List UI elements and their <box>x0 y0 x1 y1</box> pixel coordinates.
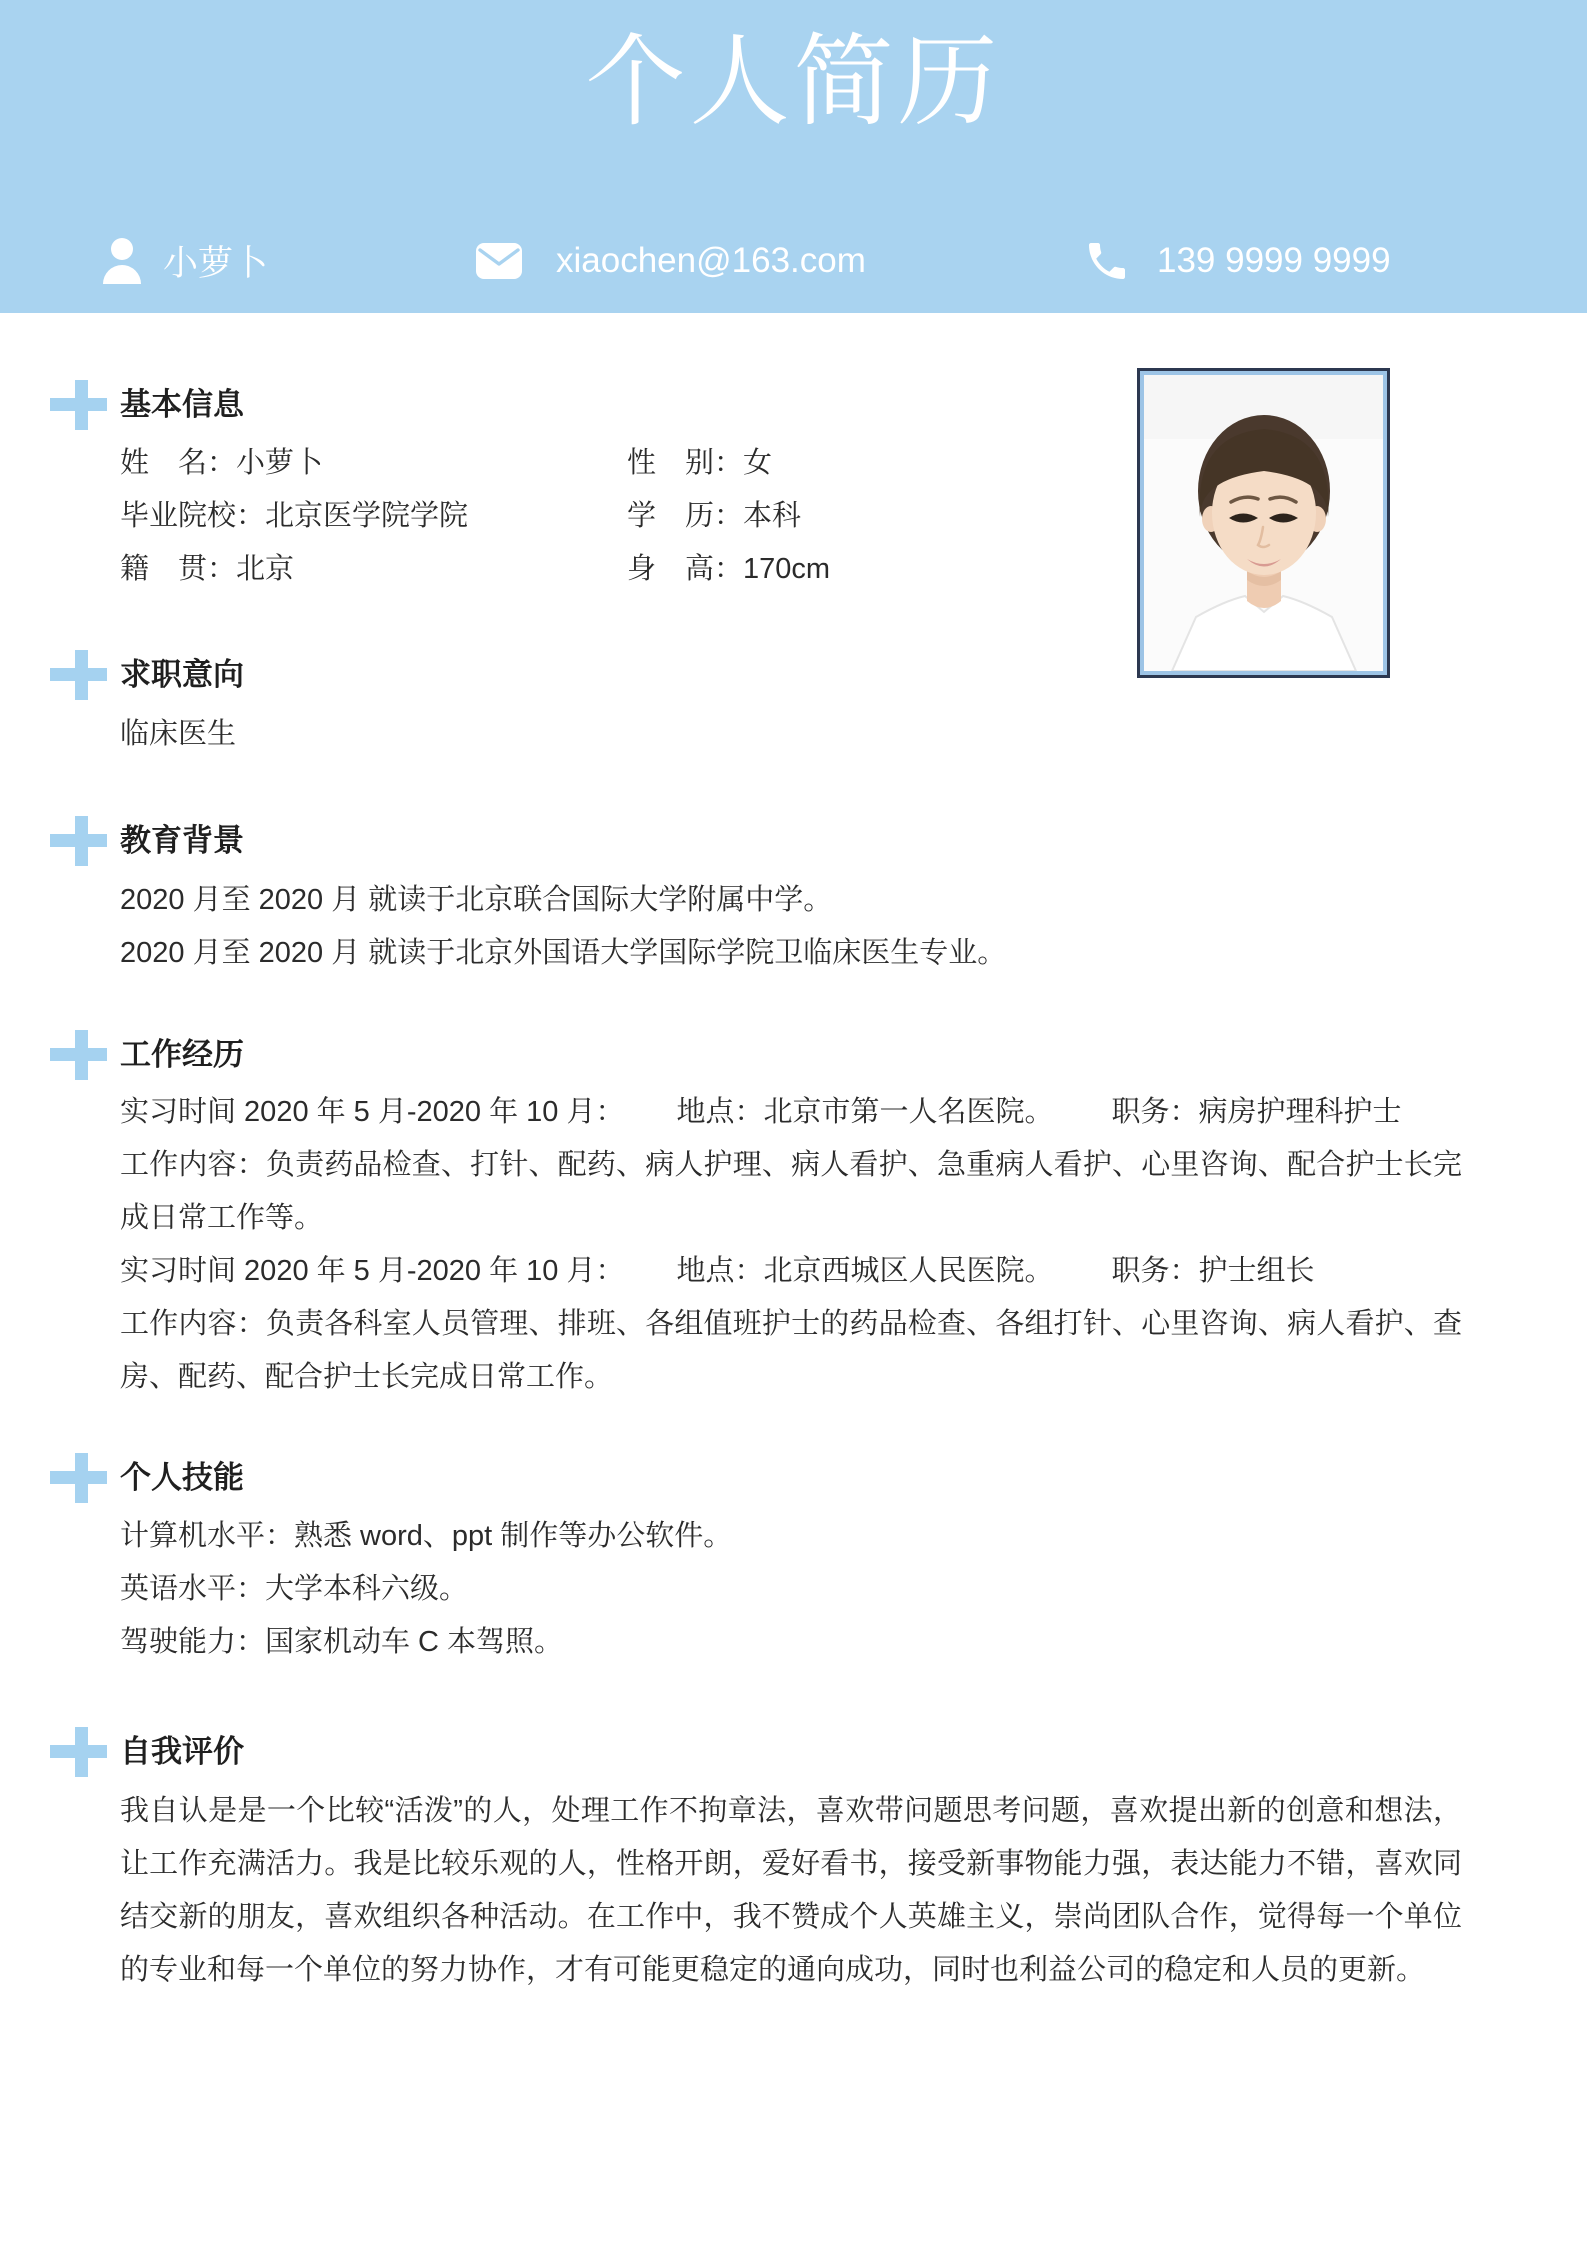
work-time: 实习时间 2020 年 5 月-2020 年 10 月： <box>120 1255 625 1287</box>
work-entries <box>120 1086 1462 1404</box>
education-title: 教育背景 <box>120 821 1462 861</box>
section-job-intention <box>120 655 1462 761</box>
header <box>0 0 1587 313</box>
work-title: 工作经历 <box>120 1035 1462 1075</box>
plus-icon <box>50 1453 107 1503</box>
field-value: 小萝卜 <box>236 447 324 479</box>
plus-icon <box>50 380 107 430</box>
field-value: 本科 <box>743 500 802 532</box>
plus-icon <box>50 1030 107 1080</box>
job-intention-value: 临床医生 <box>120 718 237 750</box>
education-list <box>120 874 1462 980</box>
work-entry <box>120 1086 1462 1245</box>
work-time: 实习时间 2020 年 5 月-2020 年 10 月： <box>120 1096 625 1128</box>
basic-info-title: 基本信息 <box>120 385 1462 425</box>
field-label: 身 高： <box>627 553 744 585</box>
field-value: 北京医学院学院 <box>265 500 469 532</box>
work-location: 地点：北京西城区人民医院。 <box>676 1255 1054 1287</box>
skill-item: 驾驶能力：国家机动车 C 本驾照。 <box>120 1626 564 1658</box>
work-meta <box>120 1086 1462 1139</box>
work-entry <box>120 1245 1462 1404</box>
field-value: 女 <box>743 447 773 479</box>
field-label: 学 历： <box>627 500 744 532</box>
work-meta <box>120 1245 1462 1298</box>
field-label: 籍 贯： <box>120 553 237 585</box>
work-content: 工作内容：负责药品检查、打针、配药、病人护理、病人看护、急重病人看护、心里咨询、配合护士长完成日常工作等。 <box>120 1149 1462 1234</box>
basic-info-row <box>120 543 1462 596</box>
basic-info-row <box>120 490 1462 543</box>
work-duty: 职务：护士组长 <box>1111 1255 1315 1287</box>
contact-phone <box>1083 232 1391 290</box>
field-value: 北京 <box>236 553 295 585</box>
basic-info-grid <box>120 437 1462 596</box>
self-evaluation-title: 自我评价 <box>120 1732 1462 1772</box>
skills-list <box>120 1510 1462 1669</box>
field-label: 毕业院校： <box>120 500 266 532</box>
plus-icon <box>50 816 107 866</box>
section-skills <box>120 1458 1462 1669</box>
work-duty: 职务：病房护理科护士 <box>1111 1096 1402 1128</box>
field-label: 姓 名： <box>120 447 237 479</box>
person-icon <box>103 238 141 284</box>
skill-item: 英语水平：大学本科六级。 <box>120 1573 469 1605</box>
phone-icon <box>1083 237 1131 285</box>
job-intention-title: 求职意向 <box>120 655 1462 695</box>
section-education <box>120 821 1462 980</box>
envelope-icon <box>476 243 522 279</box>
section-basic-info <box>120 385 1462 596</box>
field-label: 性 别： <box>627 447 744 479</box>
education-item: 2020 月至 2020 月 就读于北京联合国际大学附属中学。 <box>120 884 833 916</box>
contact-name-text: 小萝卜 <box>163 244 269 283</box>
page-title: 个人简历 <box>585 23 1002 140</box>
resume-body <box>120 313 1462 1997</box>
education-item: 2020 月至 2020 月 就读于北京外国语大学国际学院卫临床医生专业。 <box>120 937 1007 969</box>
plus-icon <box>50 1727 107 1777</box>
contact-email <box>476 232 866 290</box>
contact-name <box>103 232 268 290</box>
skill-item: 计算机水平：熟悉 word、ppt 制作等办公软件。 <box>120 1520 733 1552</box>
section-work <box>120 1035 1462 1404</box>
basic-info-row <box>120 437 1462 490</box>
field-value: 170cm <box>743 553 831 585</box>
plus-icon <box>50 650 107 700</box>
contact-phone-text: 139 9999 9999 <box>1157 241 1391 280</box>
skills-title: 个人技能 <box>120 1458 1462 1498</box>
self-evaluation-text: 我自认是是一个比较“活泼”的人，处理工作不拘章法，喜欢带问题思考问题，喜欢提出新的创意和想法，让工作充满活力。我是比较乐观的人，性格开朗，爱好看书，接受新事物能力强，表达能力不错，喜欢同结交新的朋友，喜欢组织各种活动。在工作中，我不赞成个人英雄主义，崇尚团队合作，觉得每一个单位的专业和每一个单位的努力协作，才有可能更稳定的通向成功，同时也利益公司的稳定和人员的更新。 <box>120 1795 1462 1986</box>
work-content: 工作内容：负责各科室人员管理、排班、各组值班护士的药品检查、各组打针、心里咨询、病人看护、查房、配药、配合护士长完成日常工作。 <box>120 1308 1462 1393</box>
section-self-evaluation <box>120 1732 1462 1997</box>
work-location: 地点：北京市第一人名医院。 <box>676 1096 1054 1128</box>
contact-email-text: xiaochen@163.com <box>556 241 866 280</box>
